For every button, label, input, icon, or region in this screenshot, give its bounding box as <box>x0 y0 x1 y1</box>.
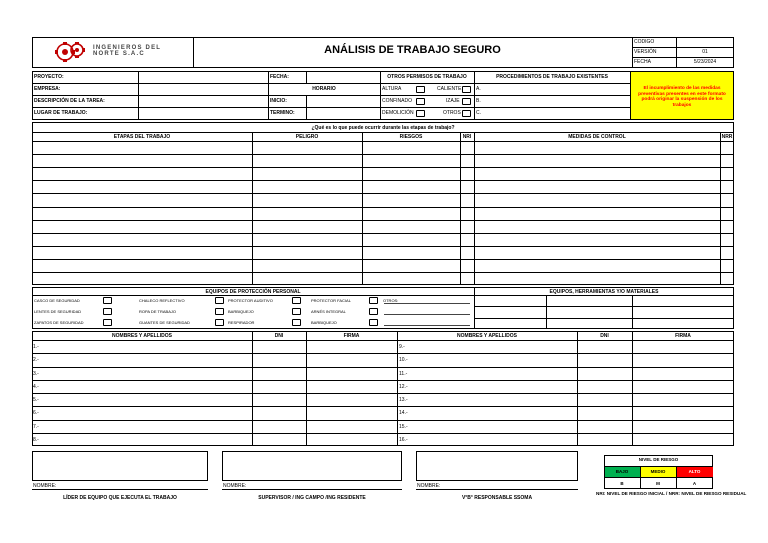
col-nrr: NRR <box>721 134 733 140</box>
procedimiento-b: B. <box>476 98 481 104</box>
participant-number: 15.- <box>399 424 408 430</box>
warning-text: El incumplimiento de las medidas preventivas presentes en este formato podrá originar la suspensión de los trabajos <box>638 86 726 108</box>
page-title: ANÁLISIS DE TRABAJO SEGURO <box>324 44 501 56</box>
equipos-title: EQUIPOS, HERRAMIENTAS Y/O MATERIALES <box>549 289 659 295</box>
participant-row-line <box>32 367 734 368</box>
risk-legend-text: NRI: NIVEL DE RIESGO INICIAL / NRR: NIVEL DE RIESGO RESIDUAL <box>596 491 747 496</box>
risk-level-label: BAJO <box>615 469 629 474</box>
participant-number: 1.- <box>33 344 39 350</box>
supervisor-caption: SUPERVISOR / ING CAMPO /ING RESIDENTE <box>258 495 366 501</box>
company-name-line1: INGENIEROS DEL <box>93 45 162 51</box>
epp-checkbox[interactable] <box>215 297 224 304</box>
analysis-row-line <box>32 180 734 181</box>
fecha-value: 5/23/2024 <box>693 59 717 65</box>
inicio-label: INICIO: <box>270 98 287 104</box>
analysis-row-line <box>32 233 734 234</box>
analysis-row-line <box>32 193 734 194</box>
permiso-izaje-checkbox[interactable] <box>462 98 471 105</box>
col-riesgos: RIESGOS <box>399 134 423 140</box>
risk-level-code: A <box>692 481 697 486</box>
nombre-supervisor-label: NOMBRE: <box>223 483 247 489</box>
permiso-caliente-label: CALIENTE <box>437 86 462 92</box>
col-etapas: ETAPAS DEL TRABAJO <box>113 134 171 140</box>
proyecto-label: PROYECTO: <box>34 74 64 80</box>
epp-checkbox[interactable] <box>369 319 378 326</box>
permiso-demolicion-label: DEMOLICIÓN <box>382 110 414 116</box>
permiso-otros-checkbox[interactable] <box>462 110 471 117</box>
epp-checkbox[interactable] <box>103 308 112 315</box>
fecha-label: FECHA <box>634 59 651 65</box>
participant-row-line <box>32 420 734 421</box>
participant-number: 2.- <box>33 357 39 363</box>
analysis-question: ¿Qué es lo que puede ocurrir durante las etapas de trabajo? <box>311 125 455 131</box>
participant-number: 14.- <box>399 410 408 416</box>
epp-item: ZAPATOS DE SEGURIDAD <box>34 320 84 325</box>
participant-row-line <box>32 433 734 434</box>
analysis-row-line <box>32 246 734 247</box>
analysis-row-line <box>32 220 734 221</box>
permiso-caliente-checkbox[interactable] <box>462 86 471 93</box>
horario-label: HORARIO <box>312 86 336 92</box>
participant-number: 9.- <box>399 344 405 350</box>
participant-number: 8.- <box>33 437 39 443</box>
epp-title: EQUIPOS DE PROTECCIÓN PERSONAL <box>205 289 301 295</box>
risk-level-code: M <box>656 481 660 486</box>
descripcion-label: DESCRIPCIÓN DE LA TAREA: <box>34 98 105 104</box>
version-label: VERSIÓN <box>634 49 657 55</box>
participant-row-line <box>32 406 734 407</box>
signature-box-lider <box>32 451 208 481</box>
participant-number: 13.- <box>399 397 408 403</box>
participant-number: 6.- <box>33 410 39 416</box>
risk-title: NIVEL DE RIESGO <box>638 457 679 462</box>
empresa-label: EMPRESA: <box>34 86 61 92</box>
procedimientos-label: PROCEDIMIENTOS DE TRABAJO EXISTENTES <box>496 74 608 80</box>
version-value: 01 <box>702 49 708 55</box>
epp-checkbox[interactable] <box>292 319 301 326</box>
participant-number: 5.- <box>33 397 39 403</box>
col-firma-left: FIRMA <box>343 333 360 339</box>
permiso-altura-label: ALTURA <box>382 86 402 92</box>
epp-checkbox[interactable] <box>215 308 224 315</box>
col-peligro: PELIGRO <box>295 134 319 140</box>
epp-checkbox[interactable] <box>292 308 301 315</box>
participant-row-line <box>32 393 734 394</box>
col-nombres-left: NOMBRES Y APELLIDOS <box>112 333 172 339</box>
epp-item: LENTES DE SEGURIDAD <box>34 309 82 314</box>
otros-permisos-label: OTROS PERMISOS DE TRABAJO <box>387 74 467 80</box>
epp-checkbox[interactable] <box>369 297 378 304</box>
procedimiento-c: C. <box>476 110 481 116</box>
epp-item: ROPA DE TRABAJO <box>139 309 176 314</box>
permiso-demolicion-checkbox[interactable] <box>416 110 425 117</box>
permiso-otros-label: OTROS <box>443 110 461 116</box>
procedimiento-a: A. <box>476 86 481 92</box>
permiso-confinado-checkbox[interactable] <box>416 98 425 105</box>
signature-box-ssoma <box>416 451 578 481</box>
participant-row-line <box>32 380 734 381</box>
participant-number: 3.- <box>33 371 39 377</box>
participant-number: 7.- <box>33 424 39 430</box>
nombre-ssoma-label: NOMBRE: <box>417 483 441 489</box>
epp-item: GUANTES DE SEGURIDAD <box>139 320 190 325</box>
epp-item: RESPIRADOR <box>228 320 255 325</box>
signature-box-supervisor <box>222 451 402 481</box>
nombre-lider-label: NOMBRE: <box>33 483 57 489</box>
epp-item: ARNÉS INTEGRAL <box>311 309 346 314</box>
col-dni-right: DNI <box>600 333 609 339</box>
risk-level-label: MEDIO <box>650 469 666 474</box>
epp-checkbox[interactable] <box>103 297 112 304</box>
col-firma-right: FIRMA <box>675 333 691 339</box>
epp-item: CASCO DE SEGURIDAD <box>34 298 80 303</box>
analysis-row-line <box>32 154 734 155</box>
participant-number: 4.- <box>33 384 39 390</box>
analysis-row-line <box>32 272 734 273</box>
analysis-row-line <box>32 259 734 260</box>
col-dni-left: DNI <box>274 333 284 339</box>
company-name-line2: NORTE S.A.C <box>93 51 145 57</box>
participant-number: 10.- <box>399 357 408 363</box>
col-nombres-right: NOMBRES Y APELLIDOS <box>457 333 517 339</box>
fecha-info-label: FECHA: <box>270 74 289 80</box>
lider-caption: LÍDER DE EQUIPO QUE EJECUTA EL TRABAJO <box>63 495 177 501</box>
participant-number: 11.- <box>399 371 408 377</box>
permiso-altura-checkbox[interactable] <box>416 86 425 93</box>
col-nri: NRI <box>462 134 472 140</box>
epp-otros-label: OTROS: <box>383 298 399 303</box>
analysis-row-line <box>32 207 734 208</box>
analysis-table <box>32 122 734 285</box>
epp-item: PROTECTOR FACIAL <box>311 298 351 303</box>
epp-checkbox[interactable] <box>369 308 378 315</box>
risk-level-code: B <box>620 481 624 486</box>
participant-row-line <box>32 353 734 354</box>
participants-table <box>32 331 734 446</box>
epp-item: CHALECO REFLECTIVO <box>139 298 185 303</box>
epp-checkbox[interactable] <box>215 319 224 326</box>
permiso-confinado-label: CONFINADO <box>382 98 412 104</box>
epp-item: PROTECTOR AUDITIVO <box>228 298 273 303</box>
participant-number: 12.- <box>399 384 408 390</box>
epp-item: BARBIQUEJO <box>311 320 337 325</box>
ssoma-caption: V°B° RESPONSABLE SSOMA <box>461 495 533 501</box>
termino-label: TERMINO: <box>270 110 295 116</box>
lugar-label: LUGAR DE TRABAJO: <box>34 110 88 116</box>
epp-checkbox[interactable] <box>103 319 112 326</box>
analysis-row-line <box>32 167 734 168</box>
epp-checkbox[interactable] <box>292 297 301 304</box>
codigo-label: CODIGO <box>634 39 655 45</box>
company-logo-icon <box>53 40 89 64</box>
permiso-izaje-label: IZAJE <box>446 98 460 104</box>
participant-number: 16.- <box>399 437 408 443</box>
risk-level-label: ALTO <box>688 469 701 474</box>
epp-item: BARBIQUEJO <box>228 309 254 314</box>
col-medidas: MEDIDAS DE CONTROL <box>568 134 626 140</box>
